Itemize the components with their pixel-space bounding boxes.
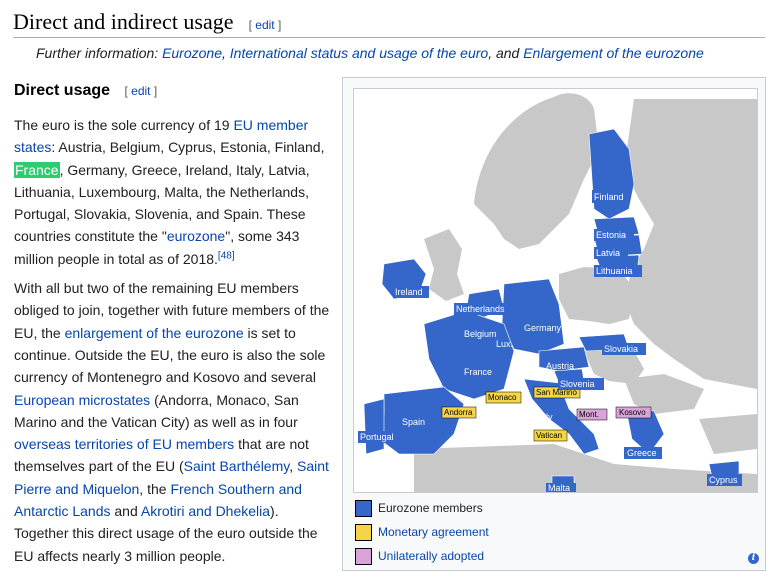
section-title: Direct and indirect usage (13, 9, 234, 34)
map-legend (355, 496, 755, 568)
link-eu-member-states[interactable]: EU member states (14, 117, 309, 156)
label-ireland: Ireland (395, 287, 423, 297)
legend-swatch-agreement (355, 524, 372, 541)
label-portugal: Portugal (360, 432, 394, 442)
text: ). Together this direct usage of the euro outside the EU affects nearly 3 million people. (14, 503, 318, 564)
hatnote (36, 43, 771, 63)
france-shape (424, 311, 514, 399)
text: The euro is the sole currency of 19 (14, 117, 234, 133)
text: : Austria, Belgium, Cyprus, Estonia, Finland, (51, 139, 325, 156)
label-latvia: Latvia (596, 248, 621, 258)
label-vatican: Vatican (536, 431, 563, 440)
label-lux: Lux. (496, 339, 514, 349)
label-netherlands: Netherlands (456, 304, 505, 314)
legend-item-unilateral (355, 544, 755, 568)
text: ", some 343 million people in total as of 2018. (14, 228, 300, 267)
legend-item-agreement (355, 520, 755, 544)
link-overseas-territories[interactable]: overseas territories of EU members (14, 436, 235, 453)
label-france: France (464, 367, 493, 377)
legend-label-eurozone: Eurozone members (378, 501, 483, 515)
subsection-heading (14, 82, 157, 100)
legend-link-unilateral[interactable]: Unilaterally adopted (378, 549, 485, 563)
link-enlargement[interactable]: enlargement of the eurozone (64, 324, 244, 341)
label-malta: Malta (548, 483, 571, 492)
label-austria: Austria (546, 361, 575, 371)
portugal-shape (364, 399, 384, 454)
turkey-shape (699, 414, 757, 454)
hatnote-link-international[interactable]: International status and usage of the euro (229, 45, 489, 61)
link-microstates[interactable]: European microstates (14, 391, 151, 408)
link-saint-barthelemy[interactable]: Saint Barthélemy (183, 458, 290, 475)
text: (Andorra, Monaco, San Marino and the Vatican City) as well as in four (14, 391, 299, 430)
eurozone-map-svg (354, 89, 757, 492)
label-slovenia: Slovenia (560, 379, 595, 389)
label-italy: Italy (536, 412, 553, 422)
text: , Germany, Greece, Ireland, Italy, Latvia, Lithuania, Luxembourg, Malta, the Netherlands, Portugal, Slovakia, Slovenia, and Spain. These countries constitute the " (14, 161, 310, 245)
legend-swatch-eurozone (355, 500, 372, 517)
paragraph-1 (14, 114, 334, 270)
label-germany: Germany (524, 323, 562, 333)
text: and (110, 503, 141, 520)
section-heading (13, 8, 765, 38)
finland-shape (589, 129, 634, 219)
label-andorra: Andorra (444, 408, 473, 417)
great-britain-shape (424, 229, 464, 301)
label-monaco: Monaco (488, 393, 517, 402)
text: that are not themselves part of the EU ( (14, 436, 309, 475)
link-akrotiri[interactable]: Akrotiri and Dhekelia (140, 503, 271, 520)
link-saint-pierre[interactable]: Saint Pierre and Miquelon (14, 458, 329, 497)
paragraph-2 (14, 277, 334, 567)
label-belgium: Belgium (464, 329, 497, 339)
legend-item-eurozone (355, 496, 755, 520)
label-san-marino: San Marino (536, 388, 577, 397)
subsection-edit-link[interactable]: edit (131, 84, 151, 98)
hatnote-prefix: Further information: (36, 45, 163, 61)
scandinavia-shape (474, 93, 599, 249)
label-kosovo: Kosovo (619, 408, 646, 417)
info-icon[interactable]: i (748, 553, 759, 564)
link-eurozone[interactable]: eurozone (166, 228, 226, 245)
map-thumbnail (342, 77, 766, 571)
highlighted-text: France (15, 161, 59, 178)
link-french-southern[interactable]: French Southern and Antarctic Lands (14, 480, 302, 520)
hatnote-link-enlargement[interactable]: Enlargement of the eurozone (523, 45, 704, 61)
text: is set to continue. Outside the EU, the euro is also the sole currency of Montenegro and Kosovo and several (14, 324, 326, 386)
hatnote-link-eurozone[interactable]: Eurozone (162, 45, 222, 61)
label-lithuania: Lithuania (596, 266, 633, 276)
article-body (14, 114, 334, 574)
label-cyprus: Cyprus (709, 475, 738, 485)
reference-48[interactable]: [48] (217, 250, 235, 262)
label-spain: Spain (402, 417, 426, 427)
subsection-title: Direct usage (14, 82, 111, 99)
text: With all but two of the remaining EU members obliged to join, together with future members of the EU, the (14, 280, 330, 341)
hatnote-sep: , and (488, 45, 524, 61)
legend-swatch-unilateral (355, 548, 372, 565)
label-montenegro: Mont. (579, 410, 600, 419)
label-finland: Finland (594, 192, 624, 202)
label-slovakia: Slovakia (604, 344, 639, 354)
eurozone-map[interactable] (353, 88, 758, 493)
section-edit-link[interactable]: edit (255, 18, 275, 32)
text: , the (139, 480, 171, 497)
text: , (289, 458, 297, 475)
legend-link-monetary-agreement[interactable]: Monetary agreement (378, 525, 489, 539)
label-estonia: Estonia (596, 230, 627, 240)
hatnote-sep: , (222, 45, 230, 61)
subsection-edit: [ edit ] (124, 84, 158, 98)
label-greece: Greece (627, 448, 657, 458)
section-edit: [ edit ] (248, 18, 282, 32)
